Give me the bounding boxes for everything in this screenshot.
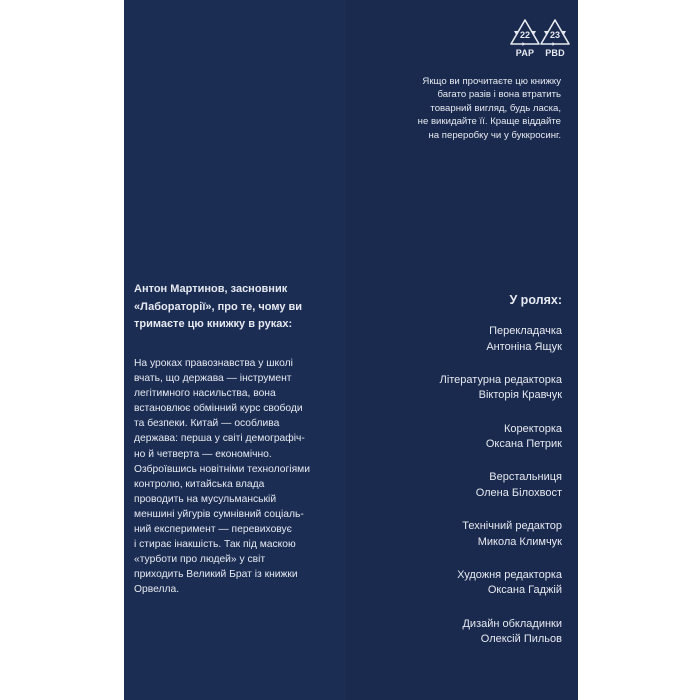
- blurb-line: Озброївшись новітніми технологіями: [134, 463, 310, 475]
- credit-name: Антоніна Ящук: [486, 340, 562, 353]
- blurb-line: На уроках правознавства у школі: [134, 358, 293, 369]
- blurb-line: ний експеримент — перевиховує: [134, 524, 292, 536]
- credit-role: Літературна редакторка: [439, 373, 562, 386]
- intro-line: Антон Мартинов, засновник: [134, 283, 288, 295]
- blurb-text: [134, 356, 346, 598]
- blurb-line: Орвелла.: [134, 584, 180, 596]
- credit-item: [374, 568, 562, 617]
- notice-line: багато разів і вона втратить: [437, 89, 561, 101]
- credit-name: Оксана Петрик: [485, 438, 562, 451]
- credit-item: [374, 519, 562, 568]
- credit-item: [374, 617, 562, 666]
- intro-line: «Лабораторії», про те, чому ви: [134, 300, 303, 313]
- blurb-line: вчать, що держава — інструмент: [134, 373, 292, 385]
- credit-role: Перекладачка: [489, 325, 562, 337]
- credit-role: Художня редакторка: [457, 568, 562, 581]
- recycle-pap-badge: [508, 17, 542, 57]
- credit-name: Микола Климчук: [477, 535, 562, 548]
- notice-line: на переробку чи у буккросинг.: [428, 129, 561, 141]
- credit-name: Олексій Пильов: [480, 633, 562, 646]
- credit-role: Технічний редактор: [462, 520, 562, 533]
- credit-role: Коректорка: [503, 422, 562, 435]
- blurb-line: но й четверта — економічно.: [134, 448, 272, 460]
- intro-heading: [134, 281, 342, 334]
- credit-item: [374, 470, 562, 519]
- blurb-line: «турботи про людей» у світ: [134, 554, 266, 566]
- credit-item: [374, 422, 562, 471]
- blurb-line: встановлює обмінний курс свободи: [134, 403, 303, 415]
- notice-line: не викидайте її. Краще віддайте: [417, 116, 561, 128]
- recycle-code: PBD: [545, 48, 565, 58]
- book-back-cover: [124, 0, 578, 700]
- credit-role: Верстальниця: [489, 471, 562, 484]
- recycle-pbd-badge: [538, 17, 572, 57]
- recycle-number: 22: [519, 30, 530, 40]
- blurb-line: та безпеки. Китай — особлива: [134, 418, 280, 430]
- roles-heading: У ролях:: [509, 293, 562, 307]
- recycling-notice: [394, 75, 561, 142]
- credit-role: Дизайн обкладинки: [462, 617, 562, 630]
- blurb-line: легітимного насильства, вона: [134, 388, 276, 400]
- notice-line: товарний вигляд, будь ласка,: [430, 102, 561, 114]
- credit-name: Олена Білохвост: [475, 486, 562, 499]
- notice-line: Якщо ви прочитаєте цю книжку: [422, 76, 561, 87]
- blurb-line: контролю, китайська влада: [134, 478, 265, 490]
- credit-name: Вікторія Кравчук: [478, 389, 562, 402]
- recycle-number: 23: [549, 30, 560, 40]
- blurb-line: проводить на мусульманській: [134, 493, 277, 505]
- blurb-line: приходить Великий Брат із книжки: [134, 569, 298, 581]
- credit-item: [374, 324, 562, 373]
- credit-item: [374, 373, 562, 422]
- blurb-line: держава: перша у світі демографіч-: [134, 433, 305, 445]
- blurb-line: меншині уйгурів сумнівний соціаль-: [134, 508, 304, 520]
- credit-name: Оксана Гаджій: [487, 584, 562, 597]
- recycle-code: PAP: [515, 48, 535, 58]
- blurb-line: і стирає інакшість. Так під маскою: [134, 539, 296, 551]
- credits-list: [374, 324, 562, 666]
- intro-line: тримаєте цю книжку в руках:: [134, 318, 293, 330]
